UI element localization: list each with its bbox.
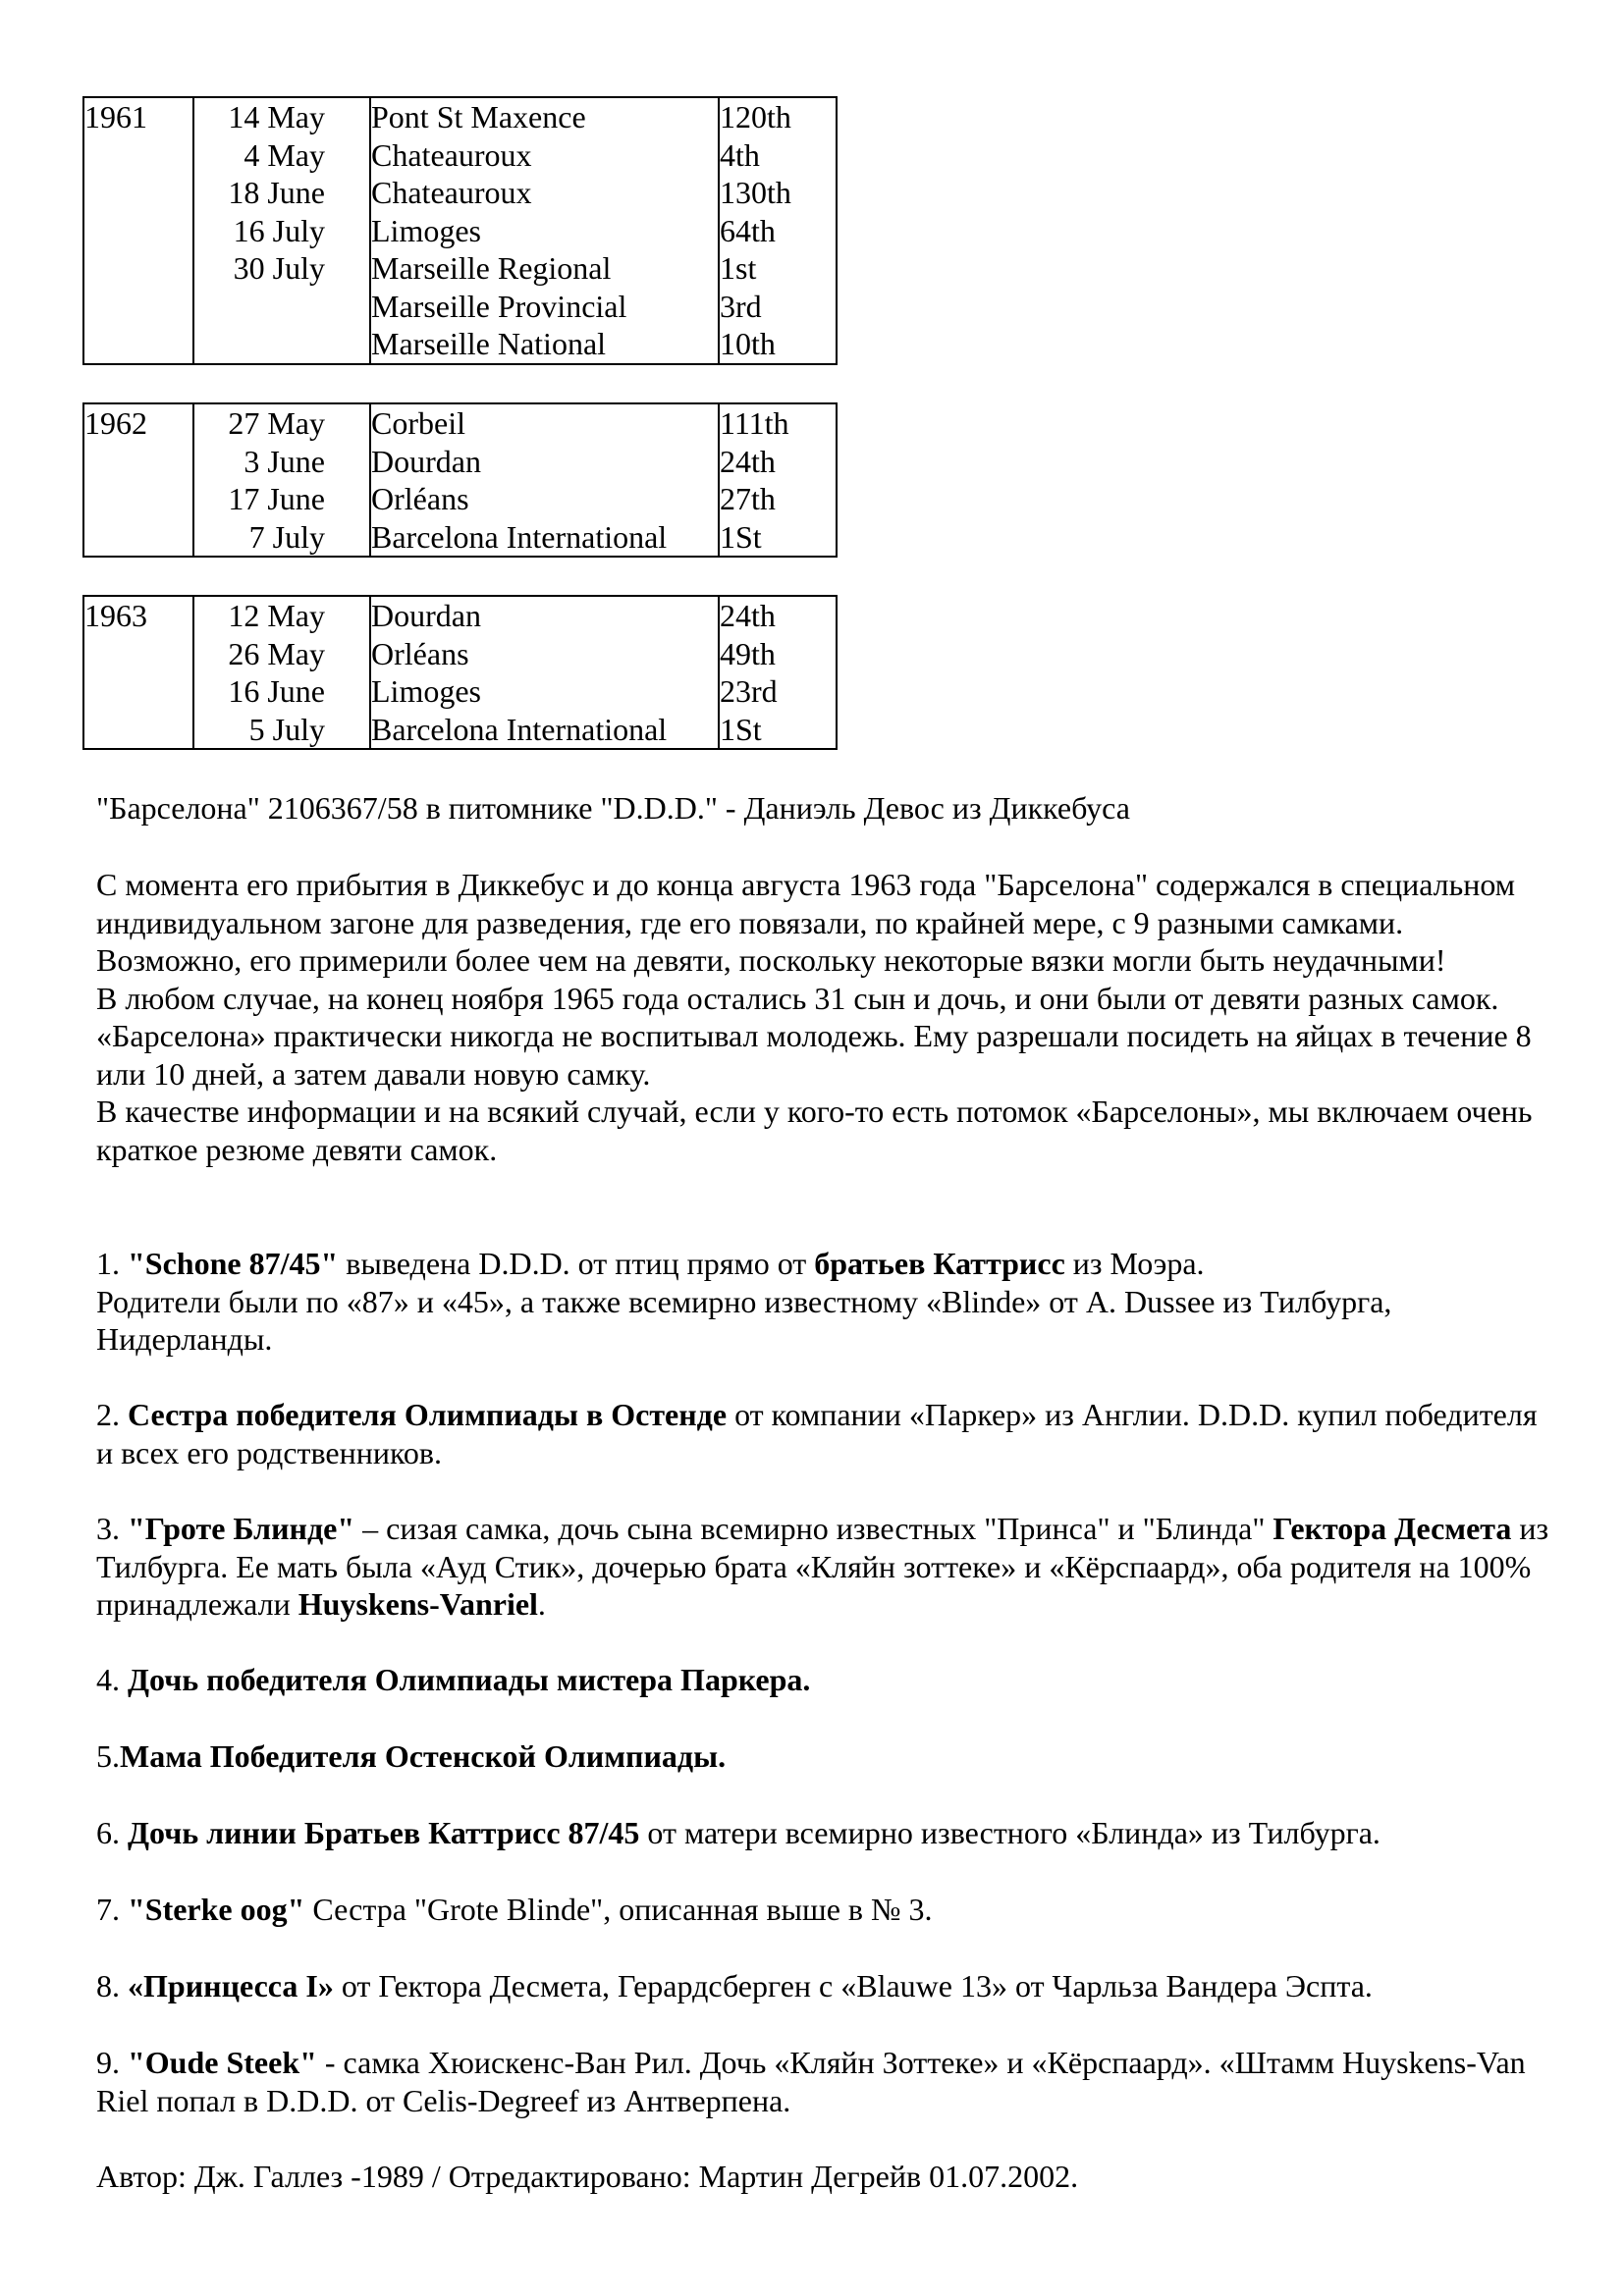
date: 12 May <box>228 598 325 633</box>
positions-cell <box>719 97 837 364</box>
year-cell: 1963 <box>83 596 193 749</box>
results-table-1962 <box>82 402 838 558</box>
document-heading: "Барселона" 2106367/58 в питомнике "D.D.D." - Даниэль Девос из Диккебуса <box>96 790 1130 826</box>
item-bold: «Принцесса I» <box>128 1968 334 2003</box>
dates-cell <box>193 596 370 749</box>
author-line: Автор: Дж. Галлез -1989 / Отредактировано: Мартин Дегрейв 01.07.2002. <box>96 2159 1079 2194</box>
item-text: от Гектора Десмета, Герардсберген с «Blauwe 13» от Чарльза Вандера Эспта. <box>333 1968 1373 2003</box>
female-item-3 <box>96 1510 1549 1624</box>
item-text: Сестра "Grote Blinde", описанная выше в № 3. <box>304 1892 933 1927</box>
place: Corbeil <box>371 405 465 441</box>
date: 5 July <box>248 711 325 747</box>
places-cell <box>370 403 719 557</box>
intro-paragraph: В любом случае, на конец ноября 1965 года остались 31 сын и дочь, и они были от девяти разных самок. «Барселона» практически никогда не воспитывал молодежь. Ему разрешали посидеть на яйцах в течение 8 или 10 дней, а затем давали новую самку. <box>96 980 1532 1092</box>
position: 120th <box>720 99 791 134</box>
date: 16 July <box>233 212 325 248</box>
date: 27 May <box>228 405 325 441</box>
places-cell <box>370 596 719 749</box>
places-cell <box>370 97 719 364</box>
place: Marseille Regional <box>371 250 612 286</box>
place: Marseille National <box>371 326 607 361</box>
intro-section <box>96 866 1549 1168</box>
position: 64th <box>720 212 776 248</box>
item-number: 7. <box>96 1892 128 1927</box>
item-text: - самка Хюискенс-Ван Рил. Дочь «Кляйн Зоттеке» и «Кёрспаард». «Штамм Huyskens-Van Riel попал в D.D.D. от Celis-Degreef из Антверпена. <box>96 2045 1526 2118</box>
item-bold: Мама Победителя Остенской Олимпиады. <box>120 1738 727 1774</box>
item-number: 1. <box>96 1246 128 1281</box>
female-item-1 <box>96 1245 1549 1359</box>
item-bold: Huyskens-Vanriel <box>298 1586 538 1622</box>
date <box>194 325 325 363</box>
place: Orléans <box>371 481 469 516</box>
item-number: 4. <box>96 1662 128 1697</box>
intro-paragraph: В качестве информации и на всякий случай, если у кого-то есть потомок «Барселоны», мы включаем очень краткое резюме девяти самок. <box>96 1094 1533 1167</box>
intro-paragraph: С момента его прибытия в Диккебус и до конца августа 1963 года "Барселона" содержался в специальном индивидуальном загоне для разведения, где его повязали, по крайней мере, с 9 разными самками. Возможно, его примерили более чем на девяти, поскольку некоторые вязки могли быть неудачными! <box>96 867 1515 978</box>
item-text: из Тилбурга. Ее мать была «Ауд Стик», дочерью брата «Кляйн зоттеке» и «Кёрспаард», оба родителя на 100% принадлежали <box>96 1511 1549 1622</box>
item-bold: братьев Каттрисс <box>814 1246 1065 1281</box>
dates-cell <box>193 97 370 364</box>
place: Pont St Maxence <box>371 99 586 134</box>
position: 3rd <box>720 288 762 324</box>
female-item-6 <box>96 1814 1549 1852</box>
position: 49th <box>720 635 776 671</box>
position: 24th <box>720 598 776 633</box>
item-number: 5. <box>96 1738 120 1774</box>
date: 7 July <box>248 518 325 555</box>
item-text: от матери всемирно известного «Блинда» из Тилбурга. <box>639 1815 1380 1850</box>
place: Orléans <box>371 635 469 671</box>
date <box>194 288 325 326</box>
position: 4th <box>720 136 760 173</box>
date: 16 June <box>228 673 325 709</box>
position: 130th <box>720 175 791 210</box>
female-item-7 <box>96 1891 1549 1929</box>
place: Dourdan <box>371 598 481 633</box>
place: Chateauroux <box>371 136 532 173</box>
item-text: . <box>537 1586 546 1622</box>
position: 24th <box>720 443 776 479</box>
position: 111th <box>720 405 789 441</box>
position: 1st <box>720 250 757 286</box>
positions-cell <box>719 403 837 557</box>
place: Marseille Provincial <box>371 288 627 324</box>
item-text: – сизая самка, дочь сына всемирно известных "Принса" и "Блинда" <box>354 1511 1273 1546</box>
position: 23rd <box>720 673 778 709</box>
female-item-9 <box>96 2044 1549 2119</box>
item-text: из Моэра. <box>1064 1246 1205 1281</box>
item-bold: "Sterke oog" <box>128 1892 305 1927</box>
dates-cell <box>193 403 370 557</box>
year-cell: 1962 <box>83 403 193 557</box>
position: 1St <box>720 518 762 555</box>
date: 17 June <box>228 481 325 516</box>
results-table-1963 <box>82 595 838 750</box>
place: Limoges <box>371 212 481 248</box>
place: Barcelona International <box>371 518 668 555</box>
female-item-4 <box>96 1661 1549 1699</box>
item-number: 3. <box>96 1511 128 1546</box>
date: 26 May <box>228 635 325 671</box>
item-bold: Дочь линии Братьев Каттрисс 87/45 <box>128 1815 640 1850</box>
item-text: от компании «Паркер» из Англии. D.D.D. купил победителя и всех его родственников. <box>96 1397 1538 1470</box>
item-number: 9. <box>96 2045 128 2080</box>
positions-cell <box>719 596 837 749</box>
female-item-8 <box>96 1967 1549 2005</box>
date: 14 May <box>228 99 325 134</box>
item-bold: Гектора Десмета <box>1272 1511 1512 1546</box>
item-text: Родители были по «87» и «45», а также всемирно известному «Blinde» от A. Dussee из Тилбурга, Нидерланды. <box>96 1283 1392 1357</box>
place: Limoges <box>371 673 481 709</box>
item-bold: "Гроте Блинде" <box>128 1511 355 1546</box>
item-bold: "Oude Steek" <box>128 2045 317 2080</box>
place: Chateauroux <box>371 175 532 210</box>
date: 4 May <box>244 136 325 173</box>
date: 18 June <box>228 175 325 210</box>
position: 10th <box>720 326 776 361</box>
item-number: 8. <box>96 1968 128 2003</box>
place: Dourdan <box>371 443 481 479</box>
item-number: 2. <box>96 1397 128 1432</box>
year-cell: 1961 <box>83 97 193 364</box>
item-text: выведена D.D.D. от птиц прямо от <box>338 1246 815 1281</box>
item-number: 6. <box>96 1815 128 1850</box>
results-table-1961 <box>82 96 838 365</box>
position: 27th <box>720 481 776 516</box>
item-bold: Сестра победителя Олимпиады в Остенде <box>128 1397 728 1432</box>
date: 30 July <box>233 250 325 286</box>
female-item-5 <box>96 1737 1549 1776</box>
date: 3 June <box>244 443 325 479</box>
position: 1St <box>720 711 762 747</box>
item-bold: "Schone 87/45" <box>128 1246 339 1281</box>
place: Barcelona International <box>371 711 668 747</box>
female-item-2 <box>96 1396 1549 1471</box>
item-bold: Дочь победителя Олимпиады мистера Паркера. <box>128 1662 811 1697</box>
